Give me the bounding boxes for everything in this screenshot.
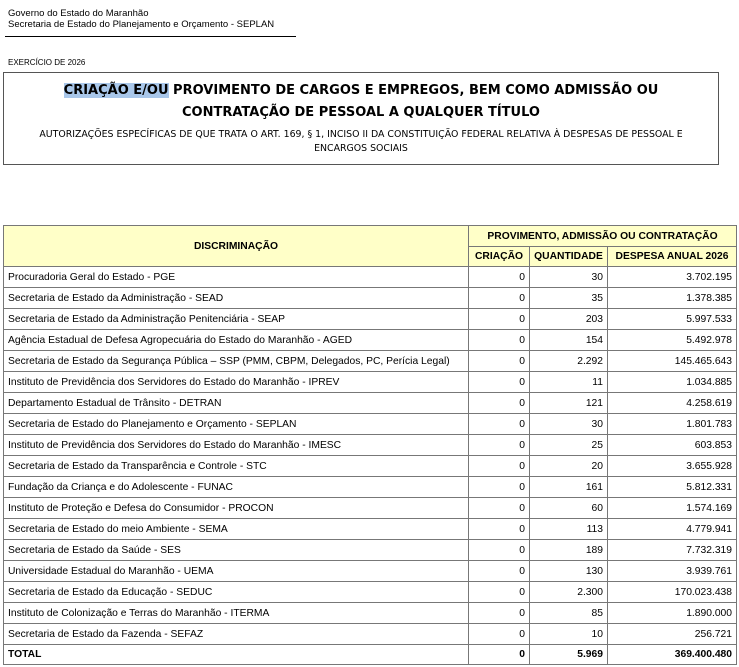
- row-criacao: 0: [469, 603, 530, 624]
- row-quantidade: 60: [530, 498, 608, 519]
- document-title: [4, 80, 718, 124]
- header-quantidade: QUANTIDADE: [530, 247, 608, 267]
- table-row: [4, 456, 737, 477]
- row-criacao: 0: [469, 498, 530, 519]
- table-body: [4, 267, 737, 665]
- selected-text[interactable]: CRIAÇÃO E/OU: [63, 83, 169, 98]
- row-despesa: 3.939.761: [608, 561, 737, 582]
- table-row: [4, 603, 737, 624]
- row-name: Instituto de Previdência dos Servidores do Estado do Maranhão - IPREV: [4, 372, 469, 393]
- row-quantidade: 2.300: [530, 582, 608, 603]
- row-despesa: 4.779.941: [608, 519, 737, 540]
- row-despesa: 1.574.169: [608, 498, 737, 519]
- row-name: Procuradoria Geral do Estado - PGE: [4, 267, 469, 288]
- title-rest: PROVIMENTO DE CARGOS E EMPREGOS, BEM COMO ADMISSÃO OU CONTRATAÇÃO DE PESSOAL A QUALQUER TÍTULO: [168, 83, 659, 120]
- row-quantidade: 10: [530, 624, 608, 645]
- row-quantidade: 85: [530, 603, 608, 624]
- row-criacao: 0: [469, 624, 530, 645]
- row-quantidade: 113: [530, 519, 608, 540]
- row-quantidade: 154: [530, 330, 608, 351]
- row-quantidade: 30: [530, 414, 608, 435]
- row-criacao: 0: [469, 435, 530, 456]
- row-despesa: 3.702.195: [608, 267, 737, 288]
- header-group: PROVIMENTO, ADMISSÃO OU CONTRATAÇÃO: [469, 226, 737, 247]
- row-criacao: 0: [469, 456, 530, 477]
- table-row: [4, 498, 737, 519]
- row-criacao: 0: [469, 288, 530, 309]
- row-despesa: 256.721: [608, 624, 737, 645]
- row-criacao: 0: [469, 393, 530, 414]
- table-row: [4, 582, 737, 603]
- row-despesa: 170.023.438: [608, 582, 737, 603]
- title-box: [3, 72, 719, 165]
- total-row: [4, 645, 737, 665]
- row-despesa: 4.258.619: [608, 393, 737, 414]
- row-despesa: 1.378.385: [608, 288, 737, 309]
- header-criacao: CRIAÇÃO: [469, 247, 530, 267]
- table-row: [4, 519, 737, 540]
- row-name: Secretaria de Estado da Segurança Pública – SSP (PMM, CBPM, Delegados, PC, Perícia Legal): [4, 351, 469, 372]
- header-discriminacao: DISCRIMINAÇÃO: [4, 226, 469, 267]
- row-criacao: 0: [469, 330, 530, 351]
- table-row: [4, 477, 737, 498]
- row-criacao: 0: [469, 519, 530, 540]
- row-quantidade: 11: [530, 372, 608, 393]
- row-name: Agência Estadual de Defesa Agropecuária do Estado do Maranhão - AGED: [4, 330, 469, 351]
- row-name: Departamento Estadual de Trânsito - DETRAN: [4, 393, 469, 414]
- row-quantidade: 25: [530, 435, 608, 456]
- row-name: Secretaria de Estado da Saúde - SES: [4, 540, 469, 561]
- government-name: Governo do Estado do Maranhão: [8, 8, 149, 19]
- row-name: Secretaria de Estado do meio Ambiente - SEMA: [4, 519, 469, 540]
- secretariat-name: Secretaria de Estado do Planejamento e Orçamento - SEPLAN: [8, 19, 275, 30]
- row-quantidade: 203: [530, 309, 608, 330]
- row-despesa: 1.034.885: [608, 372, 737, 393]
- table-row: [4, 330, 737, 351]
- row-name: Secretaria de Estado da Educação - SEDUC: [4, 582, 469, 603]
- row-criacao: 0: [469, 561, 530, 582]
- row-name: Secretaria de Estado da Transparência e Controle - STC: [4, 456, 469, 477]
- row-quantidade: 130: [530, 561, 608, 582]
- row-quantidade: 30: [530, 267, 608, 288]
- row-name: Instituto de Proteção e Defesa do Consumidor - PROCON: [4, 498, 469, 519]
- row-criacao: 0: [469, 477, 530, 498]
- row-criacao: 0: [469, 372, 530, 393]
- total-quantidade: 5.969: [530, 645, 608, 665]
- row-quantidade: 189: [530, 540, 608, 561]
- document-subtitle: AUTORIZAÇÕES ESPECÍFICAS DE QUE TRATA O ART. 169, § 1, INCISO II DA CONSTITUIÇÃO FEDERAL RELATIVA À DESPESAS DE PESSOAL E ENCARGOS SOCIAIS: [39, 129, 683, 154]
- row-name: Secretaria de Estado da Administração Penitenciária - SEAP: [4, 309, 469, 330]
- row-quantidade: 35: [530, 288, 608, 309]
- table-row: [4, 561, 737, 582]
- table-row: [4, 372, 737, 393]
- table-row: [4, 414, 737, 435]
- row-quantidade: 121: [530, 393, 608, 414]
- row-despesa: 1.801.783: [608, 414, 737, 435]
- row-criacao: 0: [469, 267, 530, 288]
- total-criacao: 0: [469, 645, 530, 665]
- row-despesa: 5.492.978: [608, 330, 737, 351]
- table-row: [4, 351, 737, 372]
- table-row: [4, 309, 737, 330]
- header-divider: [5, 36, 296, 37]
- table-row: [4, 435, 737, 456]
- row-despesa: 3.655.928: [608, 456, 737, 477]
- table-row: [4, 288, 737, 309]
- row-quantidade: 161: [530, 477, 608, 498]
- total-despesa: 369.400.480: [608, 645, 737, 665]
- row-name: Secretaria de Estado do Planejamento e Orçamento - SEPLAN: [4, 414, 469, 435]
- row-name: Universidade Estadual do Maranhão - UEMA: [4, 561, 469, 582]
- header-despesa: DESPESA ANUAL 2026: [608, 247, 737, 267]
- row-quantidade: 2.292: [530, 351, 608, 372]
- positions-table: [3, 225, 737, 665]
- row-despesa: 145.465.643: [608, 351, 737, 372]
- row-criacao: 0: [469, 582, 530, 603]
- row-name: Instituto de Previdência dos Servidores do Estado do Maranhão - IMESC: [4, 435, 469, 456]
- total-label: TOTAL: [4, 645, 469, 665]
- exercise-year: EXERCÍCIO DE 2026: [8, 58, 86, 67]
- row-despesa: 1.890.000: [608, 603, 737, 624]
- row-criacao: 0: [469, 540, 530, 561]
- row-despesa: 7.732.319: [608, 540, 737, 561]
- row-name: Fundação da Criança e do Adolescente - FUNAC: [4, 477, 469, 498]
- table-row: [4, 267, 737, 288]
- row-name: Secretaria de Estado da Administração - SEAD: [4, 288, 469, 309]
- document-header: [8, 8, 274, 30]
- row-criacao: 0: [469, 309, 530, 330]
- row-quantidade: 20: [530, 456, 608, 477]
- row-criacao: 0: [469, 351, 530, 372]
- table-row: [4, 624, 737, 645]
- row-name: Secretaria de Estado da Fazenda - SEFAZ: [4, 624, 469, 645]
- row-despesa: 5.997.533: [608, 309, 737, 330]
- table-row: [4, 393, 737, 414]
- table-row: [4, 540, 737, 561]
- row-name: Instituto de Colonização e Terras do Maranhão - ITERMA: [4, 603, 469, 624]
- row-criacao: 0: [469, 414, 530, 435]
- row-despesa: 5.812.331: [608, 477, 737, 498]
- row-despesa: 603.853: [608, 435, 737, 456]
